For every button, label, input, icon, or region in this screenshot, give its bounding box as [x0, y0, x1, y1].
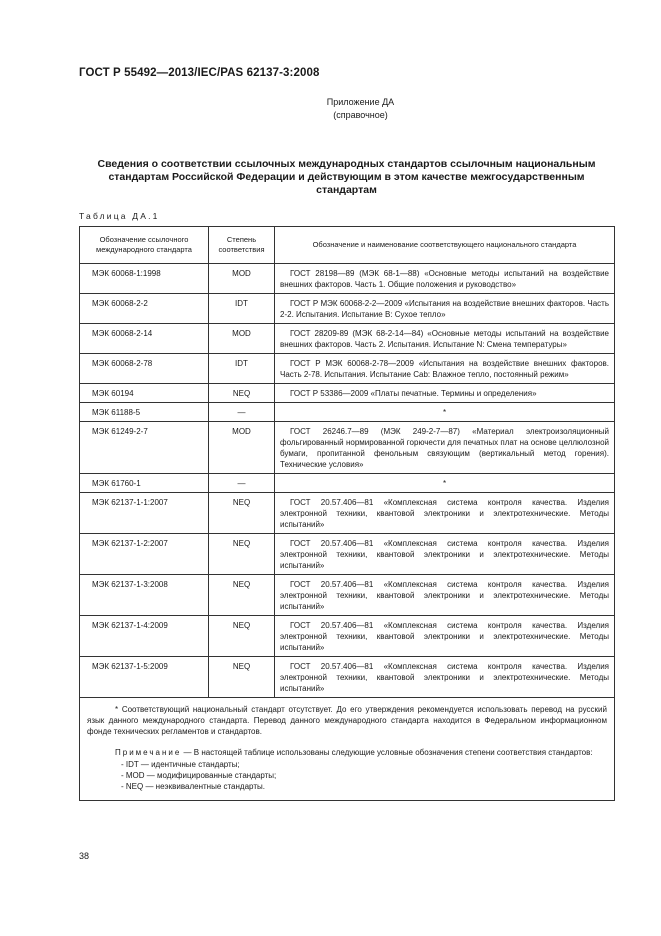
national-standard-text: ГОСТ 20.57.406—81 «Комплексная система контроля качества. Изделия электронной техники, квантовой электроники и электротехнические. Методы испытаний»: [280, 580, 609, 611]
degree-cell: —: [209, 403, 275, 422]
national-standard-cell: [275, 324, 615, 354]
list-item: - IDT — идентичные стандарты;: [121, 759, 240, 769]
note: [87, 747, 607, 758]
national-standard-text: ГОСТ 26246.7—89 (МЭК 249-2-7—87) «Материал электроизоляционный фольгированный нормированной горючести для печатных плат на основе целлюлозной бумаги, пропитанной фенольным связующим (вертикальный метод горения). Технические условия»: [280, 427, 609, 469]
national-standard-cell: *: [275, 403, 615, 422]
note-label: Примечание: [115, 747, 182, 757]
national-standard-text: ГОСТ Р МЭК 60068-2-78—2009 «Испытания на воздействие внешних факторов. Часть 2-78. Испытания. Испытание Cab: Влажное тепло, постоянный режим»: [280, 359, 609, 379]
table-notes-row: [80, 698, 615, 801]
intl-standard-cell: МЭК 60068-2-14: [80, 324, 209, 354]
degree-cell: NEQ: [209, 616, 275, 657]
note-list: [121, 759, 607, 793]
table-notes: [80, 698, 615, 801]
degree-cell: MOD: [209, 422, 275, 474]
table-row: [80, 384, 615, 403]
national-standard-text: ГОСТ 20.57.406—81 «Комплексная система контроля качества. Изделия электронной техники, квантовой электроники и электротехнические. Методы испытаний»: [280, 539, 609, 570]
intl-standard-cell: МЭК 60068-2-2: [80, 294, 209, 324]
header-degree: Степень соответствия: [209, 227, 275, 264]
degree-cell: NEQ: [209, 657, 275, 698]
intl-standard-cell: МЭК 62137-1-1:2007: [80, 493, 209, 534]
note-text: — В настоящей таблице использованы следующие условные обозначения степени соответствия стандартов:: [183, 747, 593, 757]
table-row: [80, 575, 615, 616]
degree-cell: NEQ: [209, 534, 275, 575]
national-standard-cell: [275, 384, 615, 403]
national-standard-cell: [275, 294, 615, 324]
annex-title: Приложение ДА: [326, 97, 395, 107]
table-row: [80, 354, 615, 384]
footnote: * Соответствующий национальный стандарт отсутствует. До его утверждения рекомендуется использовать перевод на русский язык данного международного стандарта. Перевод данного международного стандарта находится в Федеральном информационном фонде технических регламентов и стандартов.: [87, 705, 607, 737]
degree-cell: MOD: [209, 324, 275, 354]
degree-cell: NEQ: [209, 575, 275, 616]
national-standard-cell: [275, 422, 615, 474]
list-item: - NEQ — неэквивалентные стандарты.: [121, 782, 265, 792]
national-standard-cell: [275, 575, 615, 616]
header-intl-standard: Обозначение ссылочного международного стандарта: [80, 227, 209, 264]
table-row: [80, 493, 615, 534]
national-standard-text: ГОСТ 28209-89 (МЭК 68-2-14—84) «Основные методы испытаний на воздействие внешних факторов. Часть 2. Испытания. Испытание N: Смена температуры»: [280, 329, 609, 349]
table-row: [80, 422, 615, 474]
national-standard-text: ГОСТ 28198—89 (МЭК 68-1—88) «Основные методы испытаний на воздействие внешних факторов. Часть 1. Общие положения и руководство»: [280, 269, 609, 289]
national-standard-cell: [275, 534, 615, 575]
table-row: [80, 474, 615, 493]
table-row: [80, 403, 615, 422]
table-row: [80, 616, 615, 657]
standards-table: [79, 226, 615, 801]
table-row: [80, 294, 615, 324]
table-header-row: [80, 227, 615, 264]
intl-standard-cell: МЭК 61760-1: [80, 474, 209, 493]
table-row: [80, 534, 615, 575]
national-standard-text: ГОСТ 20.57.406—81 «Комплексная система контроля качества. Изделия электронной техники, квантовой электроники и электротехнические. Методы испытаний»: [280, 662, 609, 693]
intl-standard-cell: МЭК 61188-5: [80, 403, 209, 422]
degree-cell: NEQ: [209, 384, 275, 403]
national-standard-cell: *: [275, 474, 615, 493]
table-caption: Таблица ДА.1: [79, 211, 160, 221]
intl-standard-cell: МЭК 62137-1-2:2007: [80, 534, 209, 575]
annex-status: (справочное): [333, 110, 388, 120]
degree-cell: NEQ: [209, 493, 275, 534]
national-standard-text: ГОСТ 20.57.406—81 «Комплексная система контроля качества. Изделия электронной техники, квантовой электроники и электротехнические. Методы испытаний»: [280, 498, 609, 529]
intl-standard-cell: МЭК 62137-1-3:2008: [80, 575, 209, 616]
national-standard-cell: [275, 354, 615, 384]
degree-cell: —: [209, 474, 275, 493]
intl-standard-cell: МЭК 60068-2-78: [80, 354, 209, 384]
page-number: 38: [79, 851, 90, 861]
intl-standard-cell: МЭК 60194: [80, 384, 209, 403]
intl-standard-cell: МЭК 62137-1-5:2009: [80, 657, 209, 698]
national-standard-cell: [275, 264, 615, 294]
list-item: - MOD — модифицированные стандарты;: [121, 771, 277, 781]
table-row: [80, 324, 615, 354]
document-id: ГОСТ Р 55492—2013/IEC/PAS 62137-3:2008: [79, 67, 320, 79]
national-standard-text: ГОСТ Р 53386—2009 «Платы печатные. Термины и определения»: [290, 389, 537, 398]
degree-cell: IDT: [209, 294, 275, 324]
national-standard-text: ГОСТ Р МЭК 60068-2-2—2009 «Испытания на воздействие внешних факторов. Часть 2-2. Испытания. Испытание В: Сухое тепло»: [280, 299, 609, 319]
national-standard-cell: [275, 616, 615, 657]
intl-standard-cell: МЭК 61249-2-7: [80, 422, 209, 474]
national-standard-cell: [275, 493, 615, 534]
national-standard-cell: [275, 657, 615, 698]
intl-standard-cell: МЭК 60068-1:1998: [80, 264, 209, 294]
degree-cell: MOD: [209, 264, 275, 294]
table-row: [80, 657, 615, 698]
intl-standard-cell: МЭК 62137-1-4:2009: [80, 616, 209, 657]
table-row: [80, 264, 615, 294]
degree-cell: IDT: [209, 354, 275, 384]
national-standard-text: ГОСТ 20.57.406—81 «Комплексная система контроля качества. Изделия электронной техники, квантовой электроники и электротехнические. Методы испытаний»: [280, 621, 609, 652]
section-title: Сведения о соответствии ссылочных международных стандартов ссылочным национальным стандартам Российской Федерации и действующим в этом качестве межгосударственным стандартам: [97, 158, 596, 196]
header-national-standard: Обозначение и наименование соответствующего национального стандарта: [275, 227, 615, 264]
